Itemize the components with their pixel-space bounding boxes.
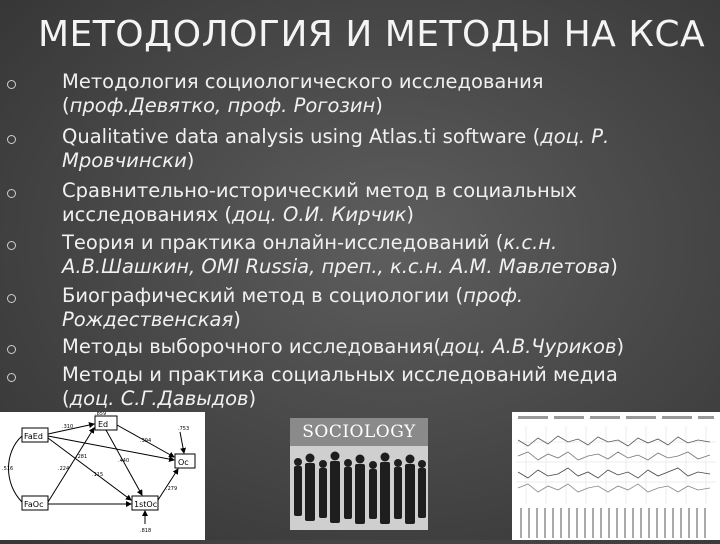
bullet-line: (проф.Девятко, проф. Рогозин) bbox=[62, 94, 383, 117]
sociology-logo-text: SOCIOLOGY bbox=[302, 422, 416, 442]
slide-title: МЕТОДОЛОГИЯ И МЕТОДЫ НА КСА bbox=[38, 14, 706, 55]
coef-label: .115 bbox=[92, 472, 104, 478]
bullet-line: Теория и практика онлайн-исследований (к.с.н. bbox=[62, 231, 558, 254]
path-diagram-graphic bbox=[0, 412, 205, 540]
crowd-silhouette-graphic bbox=[290, 418, 428, 530]
circle-bullet-icon bbox=[7, 80, 16, 89]
coef-label: .753 bbox=[178, 426, 190, 432]
line-chart-graphic bbox=[512, 412, 720, 540]
circle-bullet-icon bbox=[7, 294, 16, 303]
node-label: Oc bbox=[178, 458, 189, 467]
circle-bullet-icon bbox=[7, 241, 16, 250]
path-diagram-image bbox=[0, 412, 205, 540]
bullet-line: (доц. С.Г.Давыдов) bbox=[62, 387, 257, 410]
bullet-line: Qualitative data analysis using Atlas.ti software (доц. Р. bbox=[62, 125, 610, 148]
bullet-line: Методы и практика социальных исследований медиа bbox=[62, 363, 618, 386]
bullet-line: исследованиях (доц. О.И. Кирчик) bbox=[62, 203, 415, 226]
line-chart-image bbox=[512, 412, 720, 540]
node-label: FaEd bbox=[24, 432, 43, 441]
coef-label: .440 bbox=[118, 458, 130, 464]
coef-label: .859 bbox=[95, 412, 107, 417]
coef-label: .394 bbox=[140, 438, 152, 444]
node-label: 1stOc bbox=[134, 500, 158, 509]
coef-label: .224 bbox=[58, 466, 70, 472]
bullet-line: Рождественская) bbox=[62, 308, 241, 331]
circle-bullet-icon bbox=[7, 135, 16, 144]
node-label: Ed bbox=[98, 420, 109, 429]
bullet-line: Биографический метод в социологии (проф. bbox=[62, 284, 524, 307]
bullet-line: Сравнительно-исторический метод в социальных bbox=[62, 179, 577, 202]
bullet-line: Методы выборочного исследования(доц. А.В.Чуриков) bbox=[62, 335, 625, 358]
bullet-line: Мровчински) bbox=[62, 149, 195, 172]
circle-bullet-icon bbox=[7, 189, 16, 198]
coef-label: .516 bbox=[2, 466, 14, 472]
bullet-line: Методология социологического исследования bbox=[62, 70, 544, 93]
coef-label: .281 bbox=[76, 454, 88, 460]
coef-label: .310 bbox=[62, 424, 74, 430]
node-label: FaOc bbox=[24, 500, 44, 509]
coef-label: .818 bbox=[140, 528, 152, 534]
coef-label: .279 bbox=[166, 486, 178, 492]
circle-bullet-icon bbox=[7, 345, 16, 354]
bullet-line: А.В.Шашкин, OMI Russia, преп., к.с.н. А.М. Мавлетова) bbox=[62, 255, 618, 278]
sociology-image bbox=[290, 418, 428, 530]
circle-bullet-icon bbox=[7, 373, 16, 382]
